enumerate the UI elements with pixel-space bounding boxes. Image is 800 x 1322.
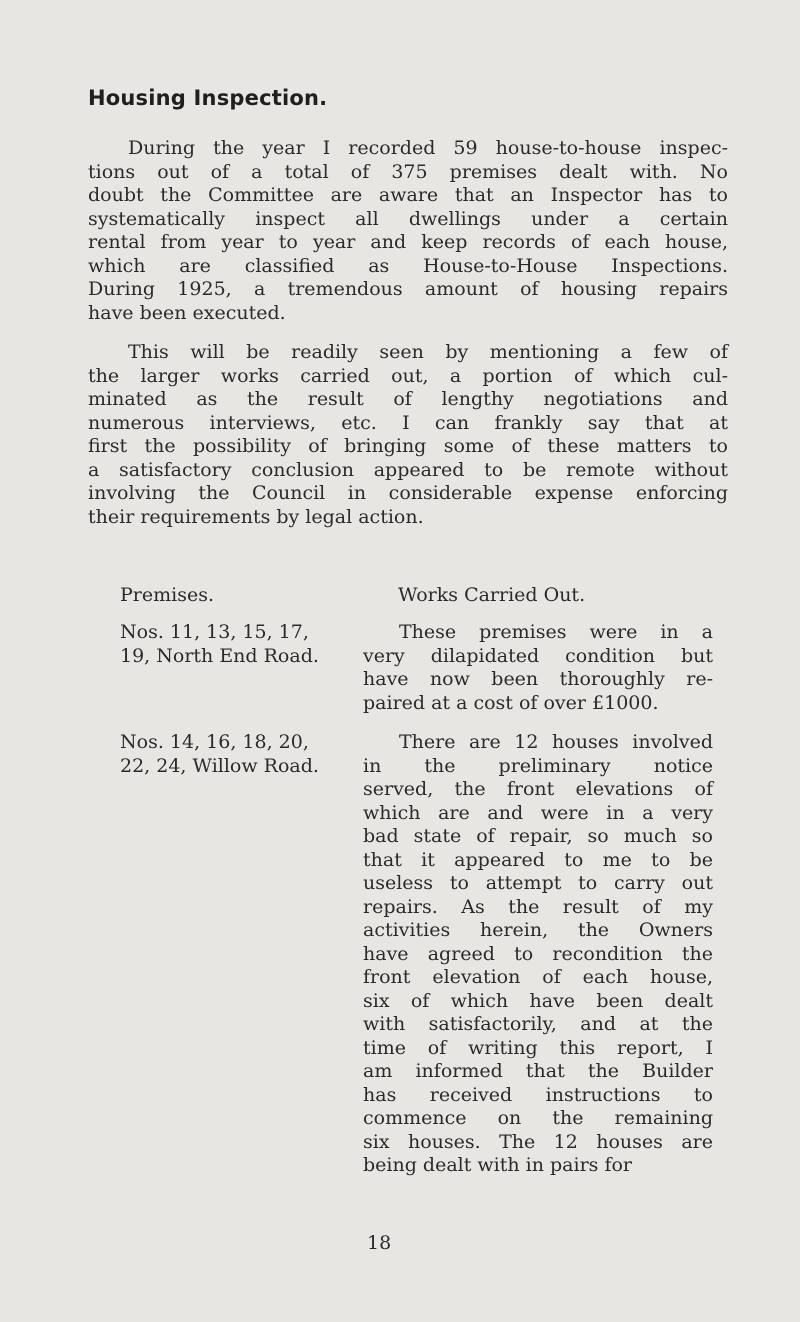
works-line: very dilapidated condition but — [363, 644, 713, 667]
paragraph-line: first the possibility of bringing some of these matters to — [88, 435, 728, 457]
works-line: being dealt with in pairs for — [363, 1154, 633, 1176]
page-number: 18 — [367, 1232, 392, 1254]
column-header-premises: Premises. — [120, 584, 214, 606]
paragraph-line: a satisfactory conclusion appeared to be remote without — [88, 458, 728, 481]
works-line: am informed that the Builder — [363, 1060, 713, 1082]
premises-line: Nos. 14, 16, 18, 20, — [120, 731, 309, 753]
paragraph-line: During the year I recorded 59 house-to-house inspec- — [128, 137, 728, 159]
works-line: six houses. The 12 houses are — [363, 1130, 713, 1153]
paragraph-line: tions out of a total of 375 premises dealt with. No — [88, 160, 728, 183]
paragraph-line: doubt the Committee are aware that an Inspector has to — [88, 184, 728, 206]
works-line: useless to attempt to carry out — [363, 872, 713, 894]
paragraph-line: rental from year to year and keep records of each house, — [88, 231, 728, 253]
paragraph-line: which are classified as House-to-House Inspections. — [88, 254, 728, 277]
works-line: activities herein, the Owners — [363, 919, 713, 941]
works-line: in the preliminary notice — [363, 754, 713, 777]
works-willow-road — [363, 731, 713, 1178]
paragraph-line: involving the Council in considerable expense enforcing — [88, 482, 728, 504]
works-line: have agreed to recondition the — [363, 942, 713, 965]
works-line: have now been thoroughly re- — [363, 668, 713, 690]
works-line: commence on the remaining — [363, 1107, 713, 1129]
works-line: paired at a cost of over £1000. — [363, 691, 659, 714]
works-line: repairs. As the result of my — [363, 895, 713, 918]
paragraph-line: the larger works carried out, a portion of which cul- — [88, 364, 728, 387]
paragraph-line: their requirements by legal action. — [88, 505, 424, 528]
works-line: has received instructions to — [363, 1083, 713, 1106]
paragraph-line: systematically inspect all dwellings under a certain — [88, 207, 728, 230]
premises-willow-road — [120, 731, 350, 778]
works-north-end-road — [363, 621, 713, 715]
paragraph-line: have been executed. — [88, 301, 286, 324]
column-header-works: Works Carried Out. — [398, 584, 586, 606]
works-line: with satisfactorily, and at the — [363, 1013, 713, 1035]
paragraph-inspections — [88, 137, 728, 325]
paragraph-line: minated as the result of lengthy negotiations and — [88, 388, 728, 410]
works-line: bad state of repair, so much so — [363, 825, 713, 847]
premises-north-end-road — [120, 621, 350, 668]
premises-line: 22, 24, Willow Road. — [120, 754, 319, 777]
paragraph-line: During 1925, a tremendous amount of housing repairs — [88, 278, 728, 300]
works-line: served, the front elevations of — [363, 778, 713, 800]
paragraph-line: This will be readily seen by mentioning a few of — [128, 341, 728, 363]
works-line: front elevation of each house, — [363, 966, 713, 988]
works-line: which are and were in a very — [363, 801, 713, 824]
section-heading: Housing Inspection. — [88, 86, 328, 110]
works-line: These premises were in a — [399, 621, 713, 643]
works-line: There are 12 houses involved — [399, 731, 713, 753]
premises-line: Nos. 11, 13, 15, 17, — [120, 621, 309, 643]
works-line: six of which have been dealt — [363, 989, 713, 1012]
paragraph-line: numerous interviews, etc. I can frankly say that at — [88, 411, 728, 434]
paragraph-larger-works — [88, 341, 728, 529]
works-line: time of writing this report, I — [363, 1036, 713, 1059]
premises-line: 19, North End Road. — [120, 644, 319, 667]
works-line: that it appeared to me to be — [363, 848, 713, 871]
